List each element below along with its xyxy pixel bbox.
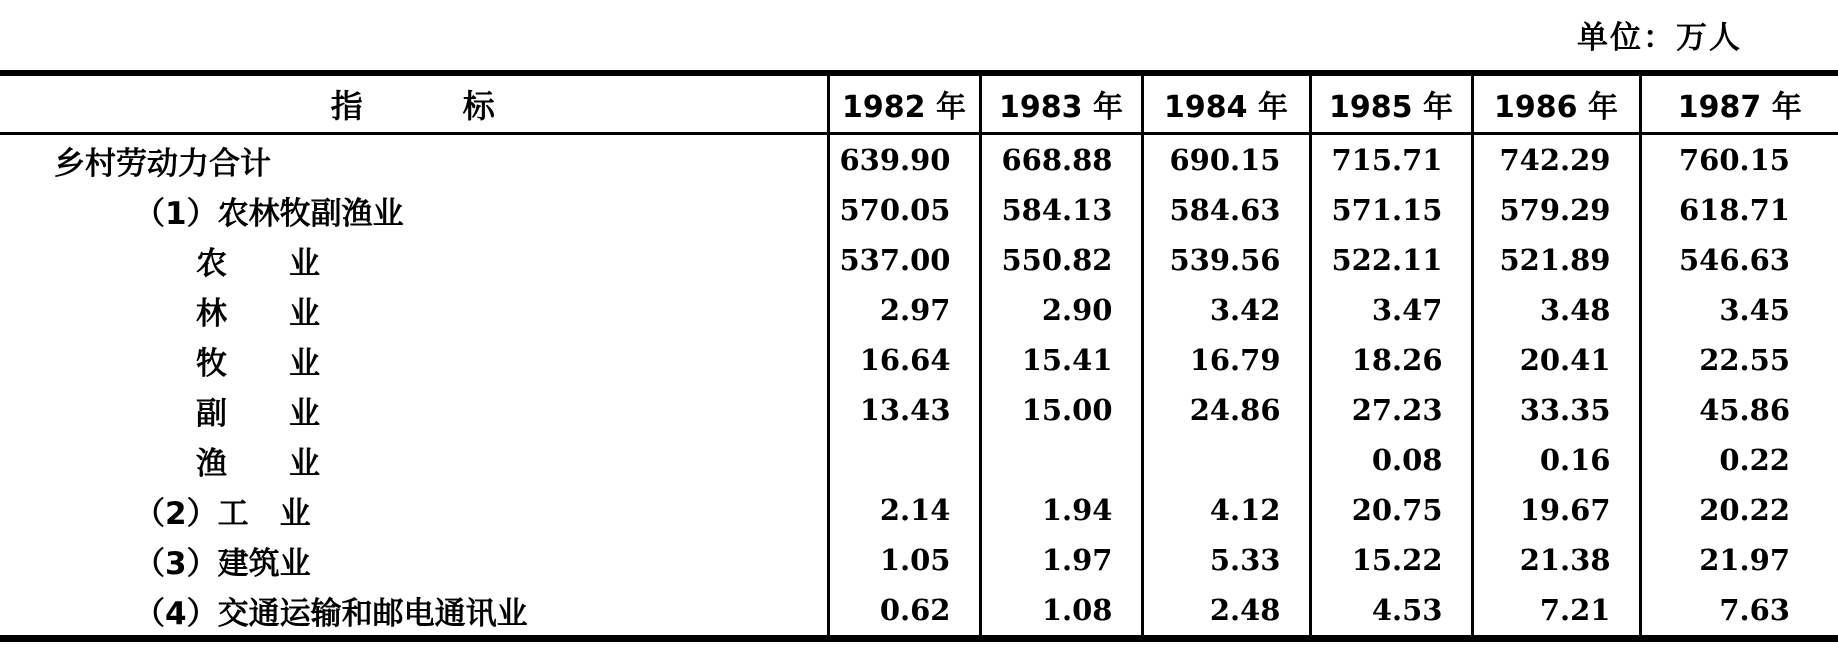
year-header-cell: 1985 年	[1310, 73, 1472, 134]
value-cell: 522.11	[1310, 235, 1472, 285]
value-cell: 1.05	[828, 535, 980, 585]
value-cell: 3.42	[1142, 285, 1310, 335]
value-cell: 760.15	[1640, 134, 1838, 186]
value-cell: 20.75	[1310, 485, 1472, 535]
value-cell: 15.41	[980, 335, 1142, 385]
value-cell: 539.56	[1142, 235, 1310, 285]
value-cell: 22.55	[1640, 335, 1838, 385]
value-cell: 0.16	[1472, 435, 1640, 485]
row-label-cell: （3）建筑业	[134, 545, 311, 582]
value-cell: 4.53	[1310, 585, 1472, 639]
value-cell	[980, 435, 1142, 485]
value-cell: 1.08	[980, 585, 1142, 639]
table-row	[0, 485, 1838, 535]
value-cell: 24.86	[1142, 385, 1310, 435]
value-cell: 21.38	[1472, 535, 1640, 585]
value-cell	[1142, 435, 1310, 485]
value-cell: 550.82	[980, 235, 1142, 285]
unit-label: 单位：万人	[1577, 20, 1742, 56]
value-cell: 570.05	[828, 185, 980, 235]
row-label-cell: （2）工 业	[134, 495, 311, 532]
value-cell: 715.71	[1310, 134, 1472, 186]
value-cell: 19.67	[1472, 485, 1640, 535]
value-cell: 537.00	[828, 235, 980, 285]
value-cell: 1.97	[980, 535, 1142, 585]
value-cell: 2.14	[828, 485, 980, 535]
value-cell: 0.22	[1640, 435, 1838, 485]
value-cell: 742.29	[1472, 134, 1640, 186]
row-label-cell: 林 业	[196, 295, 320, 332]
value-cell: 0.62	[828, 585, 980, 639]
value-cell: 571.15	[1310, 185, 1472, 235]
table-row	[0, 285, 1838, 335]
value-cell: 33.35	[1472, 385, 1640, 435]
value-cell: 20.41	[1472, 335, 1640, 385]
value-cell: 3.45	[1640, 285, 1838, 335]
row-label-cell: 渔 业	[196, 445, 320, 482]
table-row	[0, 535, 1838, 585]
value-cell: 18.26	[1310, 335, 1472, 385]
value-cell: 21.97	[1640, 535, 1838, 585]
value-cell: 15.00	[980, 385, 1142, 435]
value-cell: 2.90	[980, 285, 1142, 335]
table-row	[0, 335, 1838, 385]
value-cell: 2.48	[1142, 585, 1310, 639]
row-label-cell: 农 业	[196, 245, 320, 282]
value-cell: 668.88	[980, 134, 1142, 186]
value-cell: 584.63	[1142, 185, 1310, 235]
value-cell: 27.23	[1310, 385, 1472, 435]
value-cell: 639.90	[828, 134, 980, 186]
value-cell: 13.43	[828, 385, 980, 435]
value-cell: 2.97	[828, 285, 980, 335]
header-row	[0, 73, 1838, 134]
value-cell: 20.22	[1640, 485, 1838, 535]
year-header-cell: 1983 年	[980, 73, 1142, 134]
value-cell: 45.86	[1640, 385, 1838, 435]
value-cell: 584.13	[980, 185, 1142, 235]
value-cell: 0.08	[1310, 435, 1472, 485]
table-row	[0, 235, 1838, 285]
table-row	[0, 185, 1838, 235]
value-cell: 5.33	[1142, 535, 1310, 585]
value-cell: 579.29	[1472, 185, 1640, 235]
value-cell: 690.15	[1142, 134, 1310, 186]
row-label-cell: （1）农林牧副渔业	[134, 195, 404, 232]
value-cell	[828, 435, 980, 485]
value-cell: 618.71	[1640, 185, 1838, 235]
value-cell: 3.48	[1472, 285, 1640, 335]
statistics-table	[0, 70, 1838, 642]
value-cell: 15.22	[1310, 535, 1472, 585]
table-row	[0, 385, 1838, 435]
value-cell: 7.21	[1472, 585, 1640, 639]
value-cell: 16.64	[828, 335, 980, 385]
table-row	[0, 435, 1838, 485]
row-label-cell: 牧 业	[196, 345, 320, 382]
table-row	[0, 585, 1838, 639]
value-cell: 521.89	[1472, 235, 1640, 285]
year-header-cell: 1987 年	[1640, 73, 1838, 134]
table-body	[0, 134, 1838, 639]
year-header-cell: 1986 年	[1472, 73, 1640, 134]
year-header-cell: 1982 年	[828, 73, 980, 134]
value-cell: 16.79	[1142, 335, 1310, 385]
table-row	[0, 134, 1838, 186]
row-label-cell: 副 业	[196, 395, 320, 432]
value-cell: 546.63	[1640, 235, 1838, 285]
indicator-header-cell: 指 标	[330, 87, 496, 125]
row-label-cell: （4）交通运输和邮电通讯业	[134, 595, 528, 632]
year-header-cell: 1984 年	[1142, 73, 1310, 134]
row-label-cell: 乡村劳动力合计	[54, 145, 271, 182]
value-cell: 3.47	[1310, 285, 1472, 335]
value-cell: 7.63	[1640, 585, 1838, 639]
value-cell: 1.94	[980, 485, 1142, 535]
value-cell: 4.12	[1142, 485, 1310, 535]
